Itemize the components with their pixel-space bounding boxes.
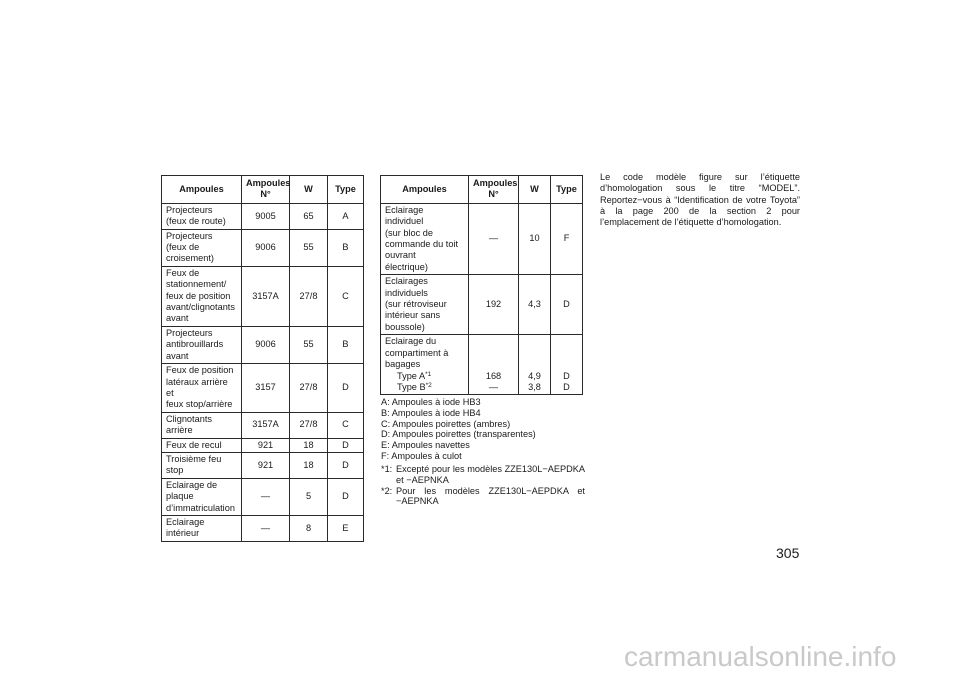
bulb-name-line: stop: [166, 465, 184, 476]
bulb-name-line: Feux de position: [166, 365, 234, 376]
bulb-name-line: boussole): [385, 321, 425, 332]
bulb-number-cell: —: [242, 478, 290, 515]
bulb-name-cell: [162, 229, 242, 266]
bulb-name-line: feux stop/arrière: [166, 399, 233, 410]
header-ampoules: Ampoules: [162, 176, 242, 204]
bulb-name-line: Eclairages: [385, 276, 428, 287]
table-row: [162, 229, 364, 266]
bulb-name-line: Feux de: [166, 267, 200, 278]
model-code-paragraph: Le code modèle figure sur l’étiquette d’homologation sous le titre “MODEL”. Reportez−vous à “Identification de votre Toyota” à la page 200 de la section 2 pour l’emplacement de l’étiquette d’homologation.: [600, 172, 800, 228]
table-row: [162, 515, 364, 541]
header-bulb-number: Ampoules N°: [242, 176, 290, 204]
bulb-name-line: commande du toit: [385, 239, 459, 250]
table-row: [381, 275, 583, 335]
bulb-subtype-line: [385, 371, 464, 382]
type-cell: B: [328, 229, 364, 266]
type-cell: F: [551, 203, 583, 274]
footnote-mark: *2:: [381, 485, 393, 496]
bulb-name-line: stationnement/: [166, 279, 227, 290]
legend-item: B: Ampoules à iode HB4: [381, 407, 481, 418]
bulb-name-line: (feux de: [166, 242, 200, 253]
table-row: [162, 266, 364, 326]
type-cell: D: [328, 452, 364, 478]
bulb-name-line: Projecteurs: [166, 230, 213, 241]
footnote-text: Pour les modèles ZZE130L−AEPDKA et −AEPNKA: [396, 485, 585, 507]
type-cell: D: [328, 364, 364, 413]
bulb-type-legend: [381, 397, 585, 462]
header-type: Type: [328, 176, 364, 204]
bulb-name-cell: [162, 438, 242, 452]
bulb-name-cell: [381, 203, 469, 274]
bulb-name-line: avant: [166, 313, 189, 324]
type-cell: C: [328, 266, 364, 326]
bulb-name-line: Troisième feu: [166, 453, 222, 464]
legend-item: D: Ampoules poirettes (transparentes): [381, 429, 536, 440]
type-cell: D: [328, 478, 364, 515]
legend-item: F: Ampoules à culot: [381, 450, 462, 461]
bulb-name-line: ouvrant: [385, 250, 416, 261]
legend-item: A: Ampoules à iode HB3: [381, 397, 481, 407]
footnote-ref: *1: [425, 370, 432, 378]
type-cell: C: [328, 412, 364, 438]
bulb-name-cell: [381, 275, 469, 335]
bulb-name-line: individuel: [385, 216, 424, 227]
type-cell: D: [328, 438, 364, 452]
bulb-number-cell: 9006: [242, 229, 290, 266]
watt-cell: 55: [290, 229, 328, 266]
watt-cell: 27/8: [290, 364, 328, 413]
bulb-name-line: électrique): [385, 261, 428, 272]
bulb-number-cell: 3157A: [242, 266, 290, 326]
legend-item: E: Ampoules navettes: [381, 440, 470, 451]
watt-cell: 55: [290, 326, 328, 363]
bulb-name-line: croisement): [166, 253, 214, 264]
table-row: [162, 478, 364, 515]
subtype-label: Type B: [397, 381, 426, 392]
bulb-table-right: [380, 175, 583, 395]
bulb-number-cell: 921: [242, 452, 290, 478]
footnote-ref: *2: [425, 381, 432, 389]
bulb-name-line: Eclairage de: [166, 479, 218, 490]
watt-cell: 4,9 3,8: [519, 335, 551, 395]
bulb-name-cell: [162, 364, 242, 413]
bulb-number-cell: 3157: [242, 364, 290, 413]
footnote: [381, 464, 585, 486]
table-row: [381, 203, 583, 274]
table-row: [162, 452, 364, 478]
bulb-name-line: Projecteurs: [166, 327, 213, 338]
watt-cell: 5: [290, 478, 328, 515]
table-header-row: [381, 176, 583, 204]
bulb-name-line: intérieur: [166, 528, 200, 539]
type-cell: B: [328, 326, 364, 363]
table-row: [162, 438, 364, 452]
bulb-name-line: feux de position: [166, 290, 231, 301]
type-cell: A: [328, 203, 364, 229]
bulb-name-line: arrière: [166, 425, 193, 436]
bulb-name-line: latéraux arrière et: [166, 376, 228, 398]
page-number: 305: [776, 545, 800, 561]
footnote: [381, 486, 585, 508]
header-bulb-number: Ampoules N°: [469, 176, 519, 204]
bulb-name-line: Eclairage: [166, 516, 205, 527]
bulb-number-cell: 9005: [242, 203, 290, 229]
bulb-name-line: Eclairage du: [385, 336, 437, 347]
bulb-name-line: plaque: [166, 491, 194, 502]
watt-cell: 27/8: [290, 266, 328, 326]
bulb-number-cell: 9006: [242, 326, 290, 363]
watt-cell: 27/8: [290, 412, 328, 438]
bulb-name-line: d’immatriculation: [166, 502, 235, 513]
bulb-table-left: [161, 175, 364, 542]
bulb-name-cell: [162, 412, 242, 438]
watt-cell: 18: [290, 438, 328, 452]
bulb-number-cell: 921: [242, 438, 290, 452]
header-ampoules: Ampoules: [381, 176, 469, 204]
footnote-mark: *1:: [381, 464, 393, 474]
bulb-name-line: Eclairage: [385, 204, 424, 215]
table-row: [381, 335, 583, 395]
header-watt: W: [519, 176, 551, 204]
bulb-name-line: bagages: [385, 359, 421, 370]
bulb-name-cell: [381, 335, 469, 395]
table-body: [381, 203, 583, 395]
footnote-text: Excepté pour les modèles ZZE130L−AEPDKA et −AEPNKA: [396, 464, 585, 485]
watt-cell: 8: [290, 515, 328, 541]
bulb-number-cell: —: [242, 515, 290, 541]
bulb-name-line: Projecteurs: [166, 204, 213, 215]
table-row: [162, 412, 364, 438]
type-cell: D D: [551, 335, 583, 395]
header-watt: W: [290, 176, 328, 204]
bulb-name-line: intérieur sans: [385, 310, 441, 321]
bulb-name-line: avant/clignotants: [166, 302, 235, 313]
watermark: carmanualsonline.info: [624, 641, 897, 672]
bulb-name-cell: [162, 266, 242, 326]
bulb-subtype-line: [385, 382, 464, 393]
bulb-name-line: avant: [166, 350, 189, 361]
watt-cell: 10: [519, 203, 551, 274]
subtype-label: Type A: [397, 370, 426, 381]
type-cell: E: [328, 515, 364, 541]
header-type: Type: [551, 176, 583, 204]
table-body: [162, 203, 364, 541]
bulb-name-line: antibrouillards: [166, 339, 224, 350]
bulb-name-line: Clignotants: [166, 413, 212, 424]
legend-item: C: Ampoules poirettes (ambres): [381, 418, 511, 429]
bulb-name-line: (sur bloc de: [385, 227, 434, 238]
watt-cell: 65: [290, 203, 328, 229]
table-row: [162, 326, 364, 363]
table-row: [162, 203, 364, 229]
bulb-name-line: (sur rétroviseur: [385, 299, 447, 310]
watt-cell: 4,3: [519, 275, 551, 335]
bulb-name-cell: [162, 326, 242, 363]
bulb-number-cell: 3157A: [242, 412, 290, 438]
type-cell: D: [551, 275, 583, 335]
bulb-name-line: Feux de recul: [166, 439, 222, 450]
table-header-row: [162, 176, 364, 204]
watt-cell: 18: [290, 452, 328, 478]
bulb-name-cell: [162, 515, 242, 541]
footnotes: [381, 464, 585, 507]
bulb-name-line: (feux de route): [166, 216, 226, 227]
bulb-name-cell: [162, 478, 242, 515]
bulb-name-line: individuels: [385, 287, 428, 298]
bulb-number-cell: 192: [469, 275, 519, 335]
table-row: [162, 364, 364, 413]
bulb-name-line: compartiment à: [385, 347, 449, 358]
bulb-number-cell: —: [469, 203, 519, 274]
bulb-number-cell: 168 —: [469, 335, 519, 395]
bulb-name-cell: [162, 452, 242, 478]
bulb-name-cell: [162, 203, 242, 229]
